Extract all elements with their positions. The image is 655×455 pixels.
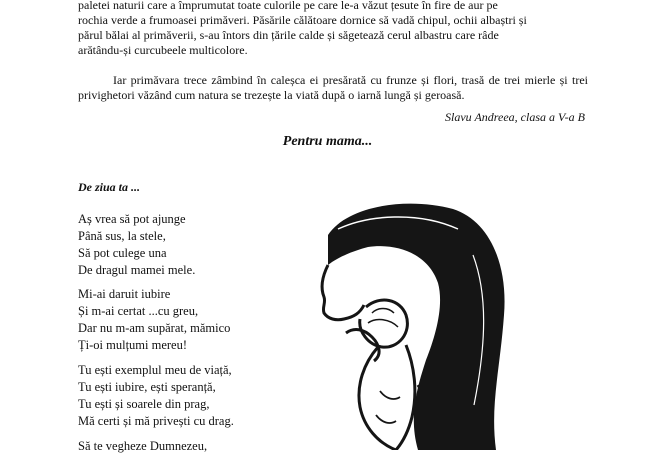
verse-line: Aș vrea să pot ajunge (78, 212, 186, 226)
poem-subtitle: De ziua ta ... (78, 180, 141, 194)
mother-face (322, 265, 364, 320)
verse-line: Tu ești exemplul meu de viață, (78, 363, 232, 377)
stanza-2 (78, 286, 230, 354)
verse-line: Tu ești și soarele din prag, (78, 397, 210, 411)
verse-line: Dar nu m-am supărat, mămico (78, 321, 231, 335)
paragraph-2: Iar primăvara trece zâmbind în caleșca ei presărată cu frunze și flori, trasă de trei mierle și trei privighetori văzând cum natura se trezește la viată după o iarnă lungă și geroasă. (78, 73, 588, 102)
verse-line: Mă certi și mă privești cu drag. (78, 414, 234, 428)
stanza-4 (78, 438, 207, 455)
verse-line: Până sus, la stele, (78, 229, 166, 243)
stanza-1 (78, 211, 195, 279)
verse-line: Să te vegheze Dumnezeu, (78, 439, 208, 453)
paragraph-1 (78, 0, 588, 58)
verse-line: Ți-oi mulțumi mereu! (78, 338, 188, 352)
verse-line: Să pot culege una (78, 246, 167, 260)
child-head (360, 300, 408, 347)
paragraph-line: arătându-și curcubeele multicolore. (78, 43, 248, 57)
stanza-3 (78, 362, 234, 430)
verse-line: Tu ești iubire, ești speranță, (78, 380, 216, 394)
verse-line: De dragul mamei mele. (78, 263, 196, 277)
verse-line: Și m-ai certat ...cu greu, (78, 304, 199, 318)
paragraph-line: rochia verde a frumoasei primăveri. Păsările călătoare dornice să vadă chipul, ochii albaștri și (78, 13, 527, 27)
paragraph-line: părul bălai al primăverii, s-au întors din țările calde și săgetează cerul albastru care râde (78, 28, 499, 42)
author-signature: Slavu Andreea, clasa a V-a B (445, 110, 585, 124)
mother-hair (328, 204, 505, 450)
verse-line: Mi-ai daruit iubire (78, 287, 171, 301)
paragraph-line: paletei naturii care a împrumutat toate culorile pe care le-a văzut țesute în fire de aur pe (78, 0, 498, 12)
mother-and-child-illustration (268, 195, 513, 450)
poem-title: Pentru mama... (282, 134, 373, 149)
